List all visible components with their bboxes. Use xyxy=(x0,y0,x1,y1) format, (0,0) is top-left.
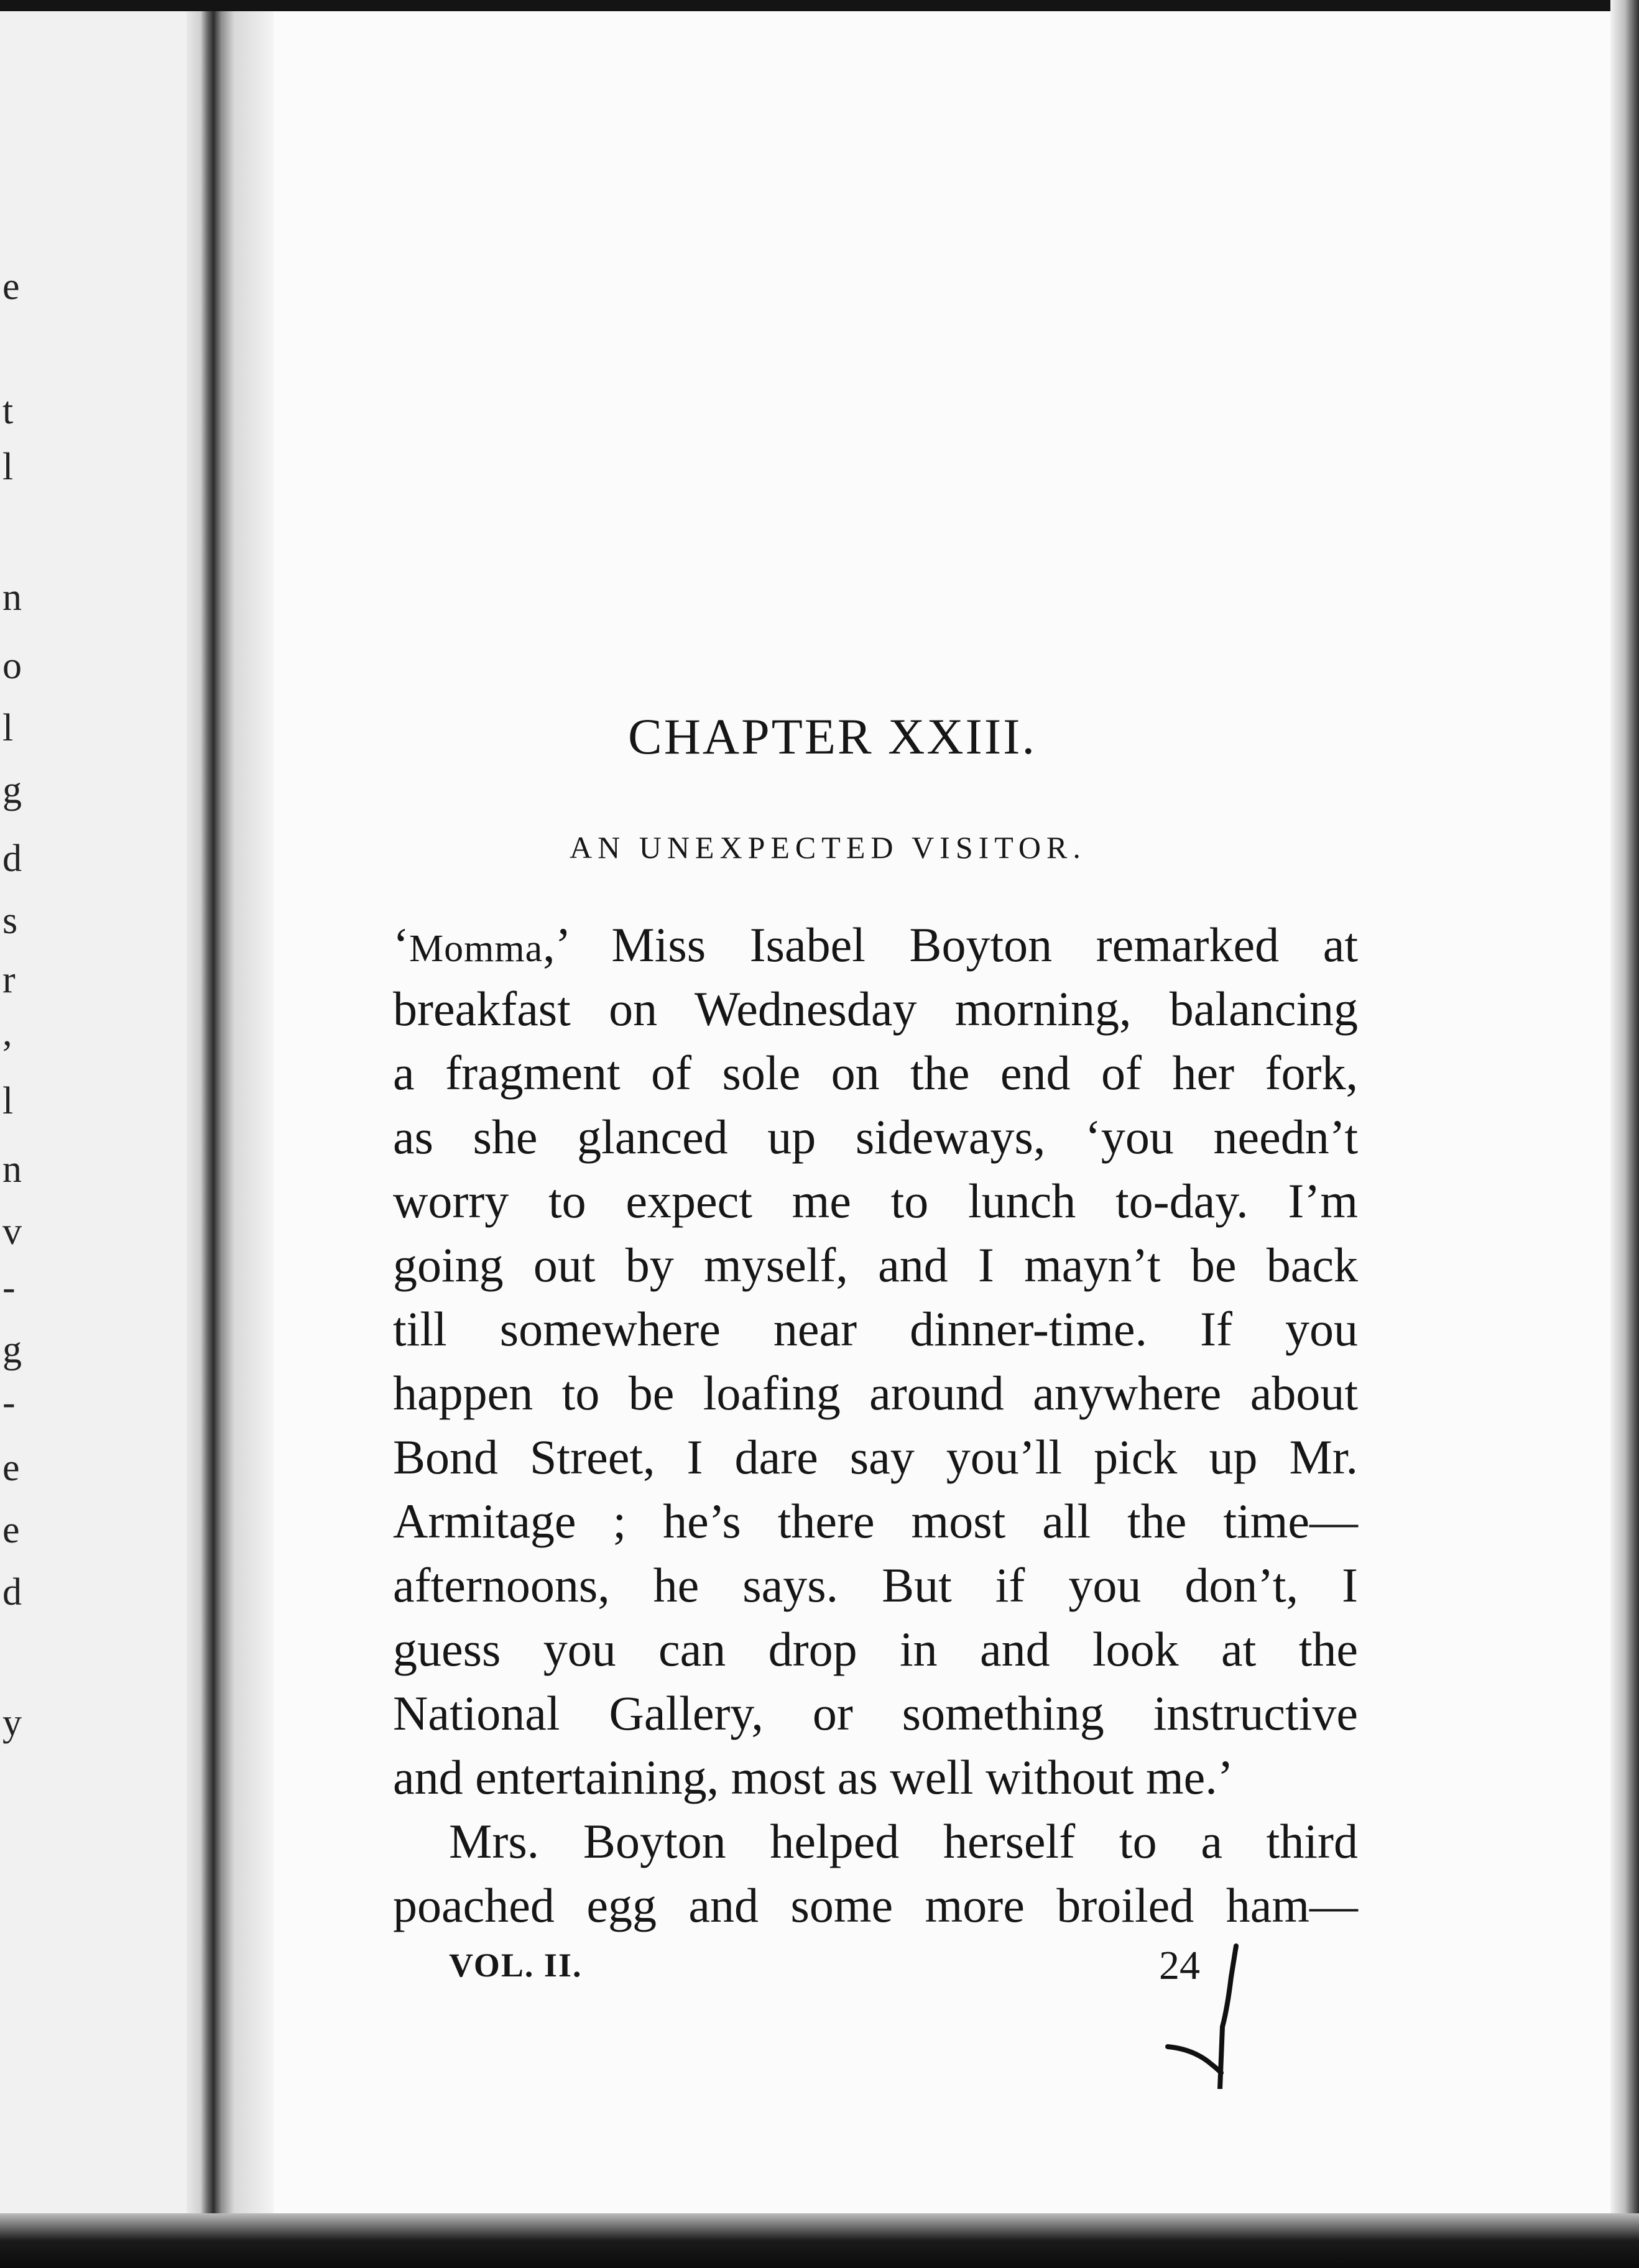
opening-quote: ‘ xyxy=(393,918,409,972)
facing-page-edge-letter: n xyxy=(2,1148,22,1191)
text-line xyxy=(393,913,1358,977)
text-line: as she glanced up sideways, ‘you needn’t xyxy=(393,1110,1358,1164)
facing-page-edge-letter: e xyxy=(2,265,20,308)
facing-page-edge-letter: d xyxy=(2,1571,22,1613)
binding-gutter xyxy=(187,0,274,2213)
facing-page-edge-letter: s xyxy=(2,900,18,942)
facing-page-edge-letter: - xyxy=(2,1266,16,1309)
text-line: Armitage ; he’s there most all the time— xyxy=(393,1494,1358,1548)
facing-page-edge-letter: l xyxy=(2,707,14,749)
text-line: afternoons, he says. But if you don’t, I xyxy=(393,1558,1358,1612)
text-line: Bond Street, I dare say you’ll pick up Mr. xyxy=(393,1430,1358,1484)
text-line: National Gallery, or something instructive xyxy=(393,1686,1358,1740)
page-right-edge xyxy=(1610,0,1639,2213)
signature-mark: 24 xyxy=(1159,1943,1200,1988)
text-line: till somewhere near dinner-time. If you xyxy=(393,1302,1358,1356)
facing-page-edge-letter: g xyxy=(2,1329,22,1371)
line-text: ,’ Miss Isabel Boyton remarked at xyxy=(543,918,1358,972)
chapter-subtitle: AN UNEXPECTED VISITOR. xyxy=(570,830,1086,865)
text-line: and entertaining, most as well without me.’ xyxy=(393,1750,1234,1804)
facing-page-edge-letter: t xyxy=(2,390,14,432)
pencil-tick-mark xyxy=(1163,1940,1250,2089)
text-line: Mrs. Boyton helped herself to a third xyxy=(449,1814,1358,1868)
facing-page-edge-letter: y xyxy=(2,1702,22,1744)
text-line: a fragment of sole on the end of her fork, xyxy=(393,1046,1358,1100)
volume-footer: VOL. II. xyxy=(449,1947,583,1984)
scan-bottom-border xyxy=(0,2213,1639,2268)
text-line: going out by myself, and I mayn’t be back xyxy=(393,1238,1358,1292)
facing-page-edge-letter: r xyxy=(2,959,16,1001)
facing-page-edge-letter: e xyxy=(2,1509,20,1551)
facing-page-edge-letter: l xyxy=(2,1080,14,1122)
facing-page-edge-letter: e xyxy=(2,1447,20,1489)
chapter-heading: CHAPTER XXIII. xyxy=(628,708,1036,765)
facing-page-edge-letter: , xyxy=(2,1012,12,1054)
text-line: happen to be loafing around anywhere about xyxy=(393,1366,1358,1420)
facing-page-edge-letter: - xyxy=(2,1381,16,1424)
facing-page-edge-text xyxy=(0,0,37,1865)
facing-page-edge-letter: o xyxy=(2,645,22,687)
facing-page-edge-letter: g xyxy=(2,769,22,811)
text-line: worry to expect me to lunch to-day. I’m xyxy=(393,1174,1358,1228)
body-text xyxy=(393,913,1358,1937)
facing-page-edge-letter: d xyxy=(2,837,22,880)
facing-page-edge-letter: n xyxy=(2,576,22,619)
small-caps-word: Momma xyxy=(409,928,543,970)
text-line: poached egg and some more broiled ham— xyxy=(393,1878,1358,1932)
text-line: guess you can drop in and look at the xyxy=(393,1622,1358,1676)
facing-page-edge-letter: l xyxy=(2,446,14,488)
facing-page xyxy=(0,0,187,2213)
scan-top-border xyxy=(0,0,1639,11)
facing-page-edge-letter: v xyxy=(2,1210,22,1253)
text-line: breakfast on Wednesday morning, balancing xyxy=(393,982,1358,1036)
